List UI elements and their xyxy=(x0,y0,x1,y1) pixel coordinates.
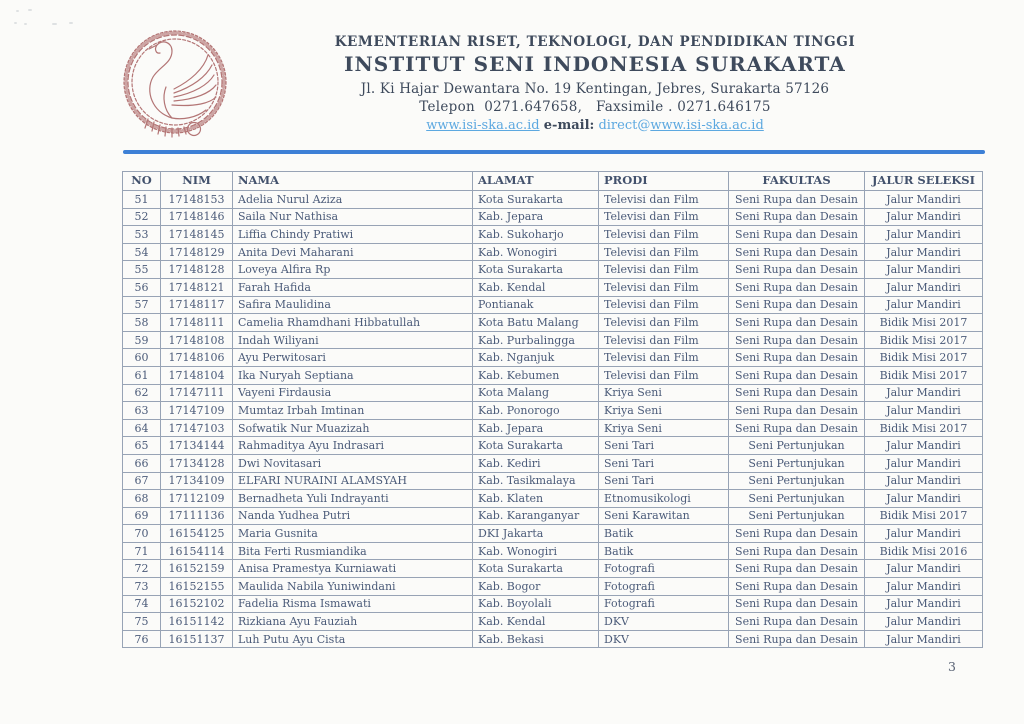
cell-no: 59 xyxy=(123,331,161,349)
cell-nim: 17148129 xyxy=(161,243,233,261)
cell-no: 57 xyxy=(123,296,161,314)
cell-jalur-seleksi: Jalur Mandiri xyxy=(865,630,983,648)
cell-alamat: Kab. Bekasi xyxy=(473,630,599,648)
students-table xyxy=(122,171,983,648)
cell-alamat: Kab. Klaten xyxy=(473,490,599,508)
cell-prodi: Televisi dan Film xyxy=(599,331,729,349)
cell-nim: 17147103 xyxy=(161,419,233,437)
table-row xyxy=(123,331,983,349)
email-link[interactable]: www.isi-ska.ac.id xyxy=(650,118,764,133)
table-row xyxy=(123,243,983,261)
cell-fakultas: Seni Rupa dan Desain xyxy=(729,278,865,296)
cell-fakultas: Seni Rupa dan Desain xyxy=(729,331,865,349)
cell-fakultas: Seni Rupa dan Desain xyxy=(729,261,865,279)
cell-nim: 17134128 xyxy=(161,454,233,472)
cell-prodi: Fotografi xyxy=(599,595,729,613)
cell-alamat: Kab. Jepara xyxy=(473,419,599,437)
cell-nim: 17134144 xyxy=(161,437,233,455)
cell-fakultas: Seni Rupa dan Desain xyxy=(729,595,865,613)
table-row xyxy=(123,349,983,367)
cell-nama: Saila Nur Nathisa xyxy=(233,208,473,226)
cell-nim: 17148153 xyxy=(161,191,233,209)
cell-fakultas: Seni Rupa dan Desain xyxy=(729,402,865,420)
cell-nama: Ayu Perwitosari xyxy=(233,349,473,367)
cell-nama: Anita Devi Maharani xyxy=(233,243,473,261)
table-row xyxy=(123,490,983,508)
cell-jalur-seleksi: Jalur Mandiri xyxy=(865,613,983,631)
table-row xyxy=(123,437,983,455)
cell-fakultas: Seni Rupa dan Desain xyxy=(729,349,865,367)
cell-no: 74 xyxy=(123,595,161,613)
institution-name: INSTITUT SENI INDONESIA SURAKARTA xyxy=(344,52,846,76)
cell-jalur-seleksi: Jalur Mandiri xyxy=(865,595,983,613)
cell-no: 64 xyxy=(123,419,161,437)
table-row xyxy=(123,525,983,543)
cell-no: 70 xyxy=(123,525,161,543)
cell-nim: 17111136 xyxy=(161,507,233,525)
table-row xyxy=(123,366,983,384)
web-email-line xyxy=(295,118,895,133)
cell-no: 66 xyxy=(123,454,161,472)
page-number: 3 xyxy=(948,659,956,674)
cell-alamat: Kab. Boyolali xyxy=(473,595,599,613)
cell-fakultas: Seni Pertunjukan xyxy=(729,507,865,525)
cell-fakultas: Seni Pertunjukan xyxy=(729,437,865,455)
cell-no: 53 xyxy=(123,226,161,244)
cell-alamat: Kota Surakarta xyxy=(473,191,599,209)
table-row xyxy=(123,314,983,332)
cell-prodi: Seni Tari xyxy=(599,472,729,490)
cell-fakultas: Seni Pertunjukan xyxy=(729,454,865,472)
cell-nama: Vayeni Firdausia xyxy=(233,384,473,402)
cell-jalur-seleksi: Jalur Mandiri xyxy=(865,525,983,543)
cell-jalur-seleksi: Jalur Mandiri xyxy=(865,296,983,314)
table-row xyxy=(123,419,983,437)
website-link[interactable]: www.isi-ska.ac.id xyxy=(426,118,540,133)
cell-nim: 17148145 xyxy=(161,226,233,244)
cell-alamat: Kab. Wonogiri xyxy=(473,542,599,560)
cell-nama: Anisa Pramestya Kurniawati xyxy=(233,560,473,578)
cell-prodi: Televisi dan Film xyxy=(599,314,729,332)
table-row xyxy=(123,507,983,525)
column-header-jalur-seleksi: JALUR SELEKSI xyxy=(865,172,983,191)
cell-fakultas: Seni Rupa dan Desain xyxy=(729,296,865,314)
cell-no: 51 xyxy=(123,191,161,209)
cell-nama: Adelia Nurul Aziza xyxy=(233,191,473,209)
cell-alamat: Kab. Karanganyar xyxy=(473,507,599,525)
cell-nim: 16151137 xyxy=(161,630,233,648)
table-row xyxy=(123,560,983,578)
cell-alamat: Kab. Tasikmalaya xyxy=(473,472,599,490)
table-row xyxy=(123,384,983,402)
cell-fakultas: Seni Rupa dan Desain xyxy=(729,366,865,384)
column-header-alamat: ALAMAT xyxy=(473,172,599,191)
cell-fakultas: Seni Pertunjukan xyxy=(729,472,865,490)
table-row xyxy=(123,296,983,314)
cell-nama: Camelia Rhamdhani Hibbatullah xyxy=(233,314,473,332)
cell-no: 55 xyxy=(123,261,161,279)
cell-nim: 17148121 xyxy=(161,278,233,296)
cell-alamat: Kab. Kendal xyxy=(473,278,599,296)
cell-nama: Bita Ferti Rusmiandika xyxy=(233,542,473,560)
table-row xyxy=(123,261,983,279)
table-row xyxy=(123,454,983,472)
cell-nama: Safira Maulidina xyxy=(233,296,473,314)
column-header-nim: NIM xyxy=(161,172,233,191)
cell-no: 61 xyxy=(123,366,161,384)
table-row xyxy=(123,613,983,631)
cell-alamat: Kab. Ponorogo xyxy=(473,402,599,420)
cell-nama: Rahmaditya Ayu Indrasari xyxy=(233,437,473,455)
cell-fakultas: Seni Rupa dan Desain xyxy=(729,314,865,332)
cell-nim: 16154114 xyxy=(161,542,233,560)
cell-no: 69 xyxy=(123,507,161,525)
cell-prodi: Seni Tari xyxy=(599,437,729,455)
cell-no: 72 xyxy=(123,560,161,578)
cell-no: 75 xyxy=(123,613,161,631)
cell-jalur-seleksi: Jalur Mandiri xyxy=(865,191,983,209)
cell-nama: Loveya Alfira Rp xyxy=(233,261,473,279)
cell-prodi: Televisi dan Film xyxy=(599,366,729,384)
cell-fakultas: Seni Pertunjukan xyxy=(729,490,865,508)
cell-nim: 17148108 xyxy=(161,331,233,349)
cell-nama: Bernadheta Yuli Indrayanti xyxy=(233,490,473,508)
cell-prodi: Kriya Seni xyxy=(599,402,729,420)
cell-fakultas: Seni Rupa dan Desain xyxy=(729,419,865,437)
cell-nim: 17148104 xyxy=(161,366,233,384)
cell-prodi: Kriya Seni xyxy=(599,419,729,437)
cell-jalur-seleksi: Jalur Mandiri xyxy=(865,454,983,472)
cell-fakultas: Seni Rupa dan Desain xyxy=(729,384,865,402)
cell-jalur-seleksi: Bidik Misi 2017 xyxy=(865,419,983,437)
cell-prodi: DKV xyxy=(599,613,729,631)
cell-alamat: Pontianak xyxy=(473,296,599,314)
cell-prodi: Batik xyxy=(599,525,729,543)
cell-nama: Dwi Novitasari xyxy=(233,454,473,472)
cell-alamat: Kab. Wonogiri xyxy=(473,243,599,261)
cell-fakultas: Seni Rupa dan Desain xyxy=(729,208,865,226)
cell-no: 60 xyxy=(123,349,161,367)
cell-fakultas: Seni Rupa dan Desain xyxy=(729,578,865,596)
cell-no: 76 xyxy=(123,630,161,648)
pencil-marks xyxy=(14,8,84,28)
cell-prodi: DKV xyxy=(599,630,729,648)
cell-nama: Indah Wiliyani xyxy=(233,331,473,349)
cell-nim: 17148111 xyxy=(161,314,233,332)
phone-fax-line: Telepon 0271.647658, Faxsimile . 0271.646175 xyxy=(419,99,771,115)
table-header-row xyxy=(123,172,983,191)
cell-nama: Luh Putu Ayu Cista xyxy=(233,630,473,648)
cell-no: 73 xyxy=(123,578,161,596)
cell-jalur-seleksi: Jalur Mandiri xyxy=(865,578,983,596)
cell-prodi: Televisi dan Film xyxy=(599,226,729,244)
cell-jalur-seleksi: Jalur Mandiri xyxy=(865,560,983,578)
cell-jalur-seleksi: Bidik Misi 2017 xyxy=(865,366,983,384)
cell-no: 68 xyxy=(123,490,161,508)
cell-nama: Fadelia Risma Ismawati xyxy=(233,595,473,613)
cell-nim: 16154125 xyxy=(161,525,233,543)
cell-nim: 17112109 xyxy=(161,490,233,508)
cell-nim: 16152102 xyxy=(161,595,233,613)
cell-nama: Liffia Chindy Pratiwi xyxy=(233,226,473,244)
cell-prodi: Seni Tari xyxy=(599,454,729,472)
column-header-nama: NAMA xyxy=(233,172,473,191)
cell-no: 56 xyxy=(123,278,161,296)
table-row xyxy=(123,578,983,596)
cell-prodi: Etnomusikologi xyxy=(599,490,729,508)
cell-nim: 17148106 xyxy=(161,349,233,367)
cell-prodi: Fotografi xyxy=(599,560,729,578)
cell-jalur-seleksi: Jalur Mandiri xyxy=(865,384,983,402)
cell-alamat: Kab. Kediri xyxy=(473,454,599,472)
cell-alamat: Kota Malang xyxy=(473,384,599,402)
cell-no: 62 xyxy=(123,384,161,402)
cell-nama: Farah Hafida xyxy=(233,278,473,296)
cell-prodi: Seni Karawitan xyxy=(599,507,729,525)
cell-alamat: Kota Batu Malang xyxy=(473,314,599,332)
header-divider xyxy=(123,150,985,154)
cell-fakultas: Seni Rupa dan Desain xyxy=(729,243,865,261)
cell-nama: Nanda Yudhea Putri xyxy=(233,507,473,525)
cell-jalur-seleksi: Bidik Misi 2017 xyxy=(865,507,983,525)
column-header-prodi: PRODI xyxy=(599,172,729,191)
cell-no: 65 xyxy=(123,437,161,455)
cell-fakultas: Seni Rupa dan Desain xyxy=(729,613,865,631)
table-row xyxy=(123,402,983,420)
cell-nim: 16151142 xyxy=(161,613,233,631)
cell-prodi: Televisi dan Film xyxy=(599,191,729,209)
cell-nama: Ika Nuryah Septiana xyxy=(233,366,473,384)
cell-no: 52 xyxy=(123,208,161,226)
cell-nim: 17147111 xyxy=(161,384,233,402)
email-prefix: direct@ xyxy=(598,118,651,133)
cell-nama: Maulida Nabila Yuniwindani xyxy=(233,578,473,596)
cell-no: 67 xyxy=(123,472,161,490)
cell-prodi: Televisi dan Film xyxy=(599,208,729,226)
table-row xyxy=(123,630,983,648)
cell-prodi: Kriya Seni xyxy=(599,384,729,402)
ministry-name: KEMENTERIAN RISET, TEKNOLOGI, DAN PENDIDIKAN TINGGI xyxy=(334,34,856,50)
cell-jalur-seleksi: Bidik Misi 2017 xyxy=(865,331,983,349)
table-row xyxy=(123,595,983,613)
cell-jalur-seleksi: Bidik Misi 2017 xyxy=(865,314,983,332)
cell-nim: 16152155 xyxy=(161,578,233,596)
cell-jalur-seleksi: Jalur Mandiri xyxy=(865,402,983,420)
cell-jalur-seleksi: Bidik Misi 2016 xyxy=(865,542,983,560)
cell-prodi: Televisi dan Film xyxy=(599,243,729,261)
cell-alamat: Kab. Jepara xyxy=(473,208,599,226)
cell-fakultas: Seni Rupa dan Desain xyxy=(729,542,865,560)
table-row xyxy=(123,208,983,226)
cell-alamat: Kab. Bogor xyxy=(473,578,599,596)
cell-fakultas: Seni Rupa dan Desain xyxy=(729,630,865,648)
cell-jalur-seleksi: Jalur Mandiri xyxy=(865,437,983,455)
cell-prodi: Fotografi xyxy=(599,578,729,596)
cell-no: 71 xyxy=(123,542,161,560)
cell-alamat: Kota Surakarta xyxy=(473,261,599,279)
cell-alamat: DKI Jakarta xyxy=(473,525,599,543)
cell-fakultas: Seni Rupa dan Desain xyxy=(729,191,865,209)
cell-jalur-seleksi: Jalur Mandiri xyxy=(865,208,983,226)
cell-nim: 17148128 xyxy=(161,261,233,279)
cell-nama: Mumtaz Irbah Imtinan xyxy=(233,402,473,420)
cell-jalur-seleksi: Jalur Mandiri xyxy=(865,261,983,279)
cell-jalur-seleksi: Bidik Misi 2017 xyxy=(865,349,983,367)
cell-prodi: Televisi dan Film xyxy=(599,349,729,367)
isi-surakarta-logo-icon xyxy=(110,28,242,150)
cell-alamat: Kota Surakarta xyxy=(473,560,599,578)
table-row xyxy=(123,542,983,560)
table-row xyxy=(123,226,983,244)
cell-fakultas: Seni Rupa dan Desain xyxy=(729,560,865,578)
column-header-fakultas: FAKULTAS xyxy=(729,172,865,191)
cell-alamat: Kab. Kebumen xyxy=(473,366,599,384)
cell-nama: Rizkiana Ayu Fauziah xyxy=(233,613,473,631)
cell-alamat: Kab. Kendal xyxy=(473,613,599,631)
cell-jalur-seleksi: Jalur Mandiri xyxy=(865,278,983,296)
cell-jalur-seleksi: Jalur Mandiri xyxy=(865,490,983,508)
cell-jalur-seleksi: Jalur Mandiri xyxy=(865,472,983,490)
institution-address: Jl. Ki Hajar Dewantara No. 19 Kentingan, Jebres, Surakarta 57126 xyxy=(360,81,830,97)
cell-prodi: Televisi dan Film xyxy=(599,278,729,296)
cell-nim: 17148146 xyxy=(161,208,233,226)
cell-fakultas: Seni Rupa dan Desain xyxy=(729,226,865,244)
cell-fakultas: Seni Rupa dan Desain xyxy=(729,525,865,543)
email-label: e-mail: xyxy=(543,118,595,133)
cell-nim: 17148117 xyxy=(161,296,233,314)
cell-prodi: Batik xyxy=(599,542,729,560)
cell-alamat: Kab. Sukoharjo xyxy=(473,226,599,244)
cell-nama: Maria Gusnita xyxy=(233,525,473,543)
letterhead xyxy=(295,34,895,133)
cell-no: 58 xyxy=(123,314,161,332)
cell-no: 63 xyxy=(123,402,161,420)
cell-nama: Sofwatik Nur Muazizah xyxy=(233,419,473,437)
cell-nama: ELFARI NURAINI ALAMSYAH xyxy=(233,472,473,490)
cell-no: 54 xyxy=(123,243,161,261)
cell-nim: 17134109 xyxy=(161,472,233,490)
cell-alamat: Kota Surakarta xyxy=(473,437,599,455)
cell-prodi: Televisi dan Film xyxy=(599,261,729,279)
cell-nim: 16152159 xyxy=(161,560,233,578)
cell-alamat: Kab. Nganjuk xyxy=(473,349,599,367)
cell-alamat: Kab. Purbalingga xyxy=(473,331,599,349)
cell-nim: 17147109 xyxy=(161,402,233,420)
table-row xyxy=(123,191,983,209)
table-row xyxy=(123,278,983,296)
column-header-no: NO xyxy=(123,172,161,191)
cell-jalur-seleksi: Jalur Mandiri xyxy=(865,243,983,261)
cell-jalur-seleksi: Jalur Mandiri xyxy=(865,226,983,244)
table-row xyxy=(123,472,983,490)
cell-prodi: Televisi dan Film xyxy=(599,296,729,314)
